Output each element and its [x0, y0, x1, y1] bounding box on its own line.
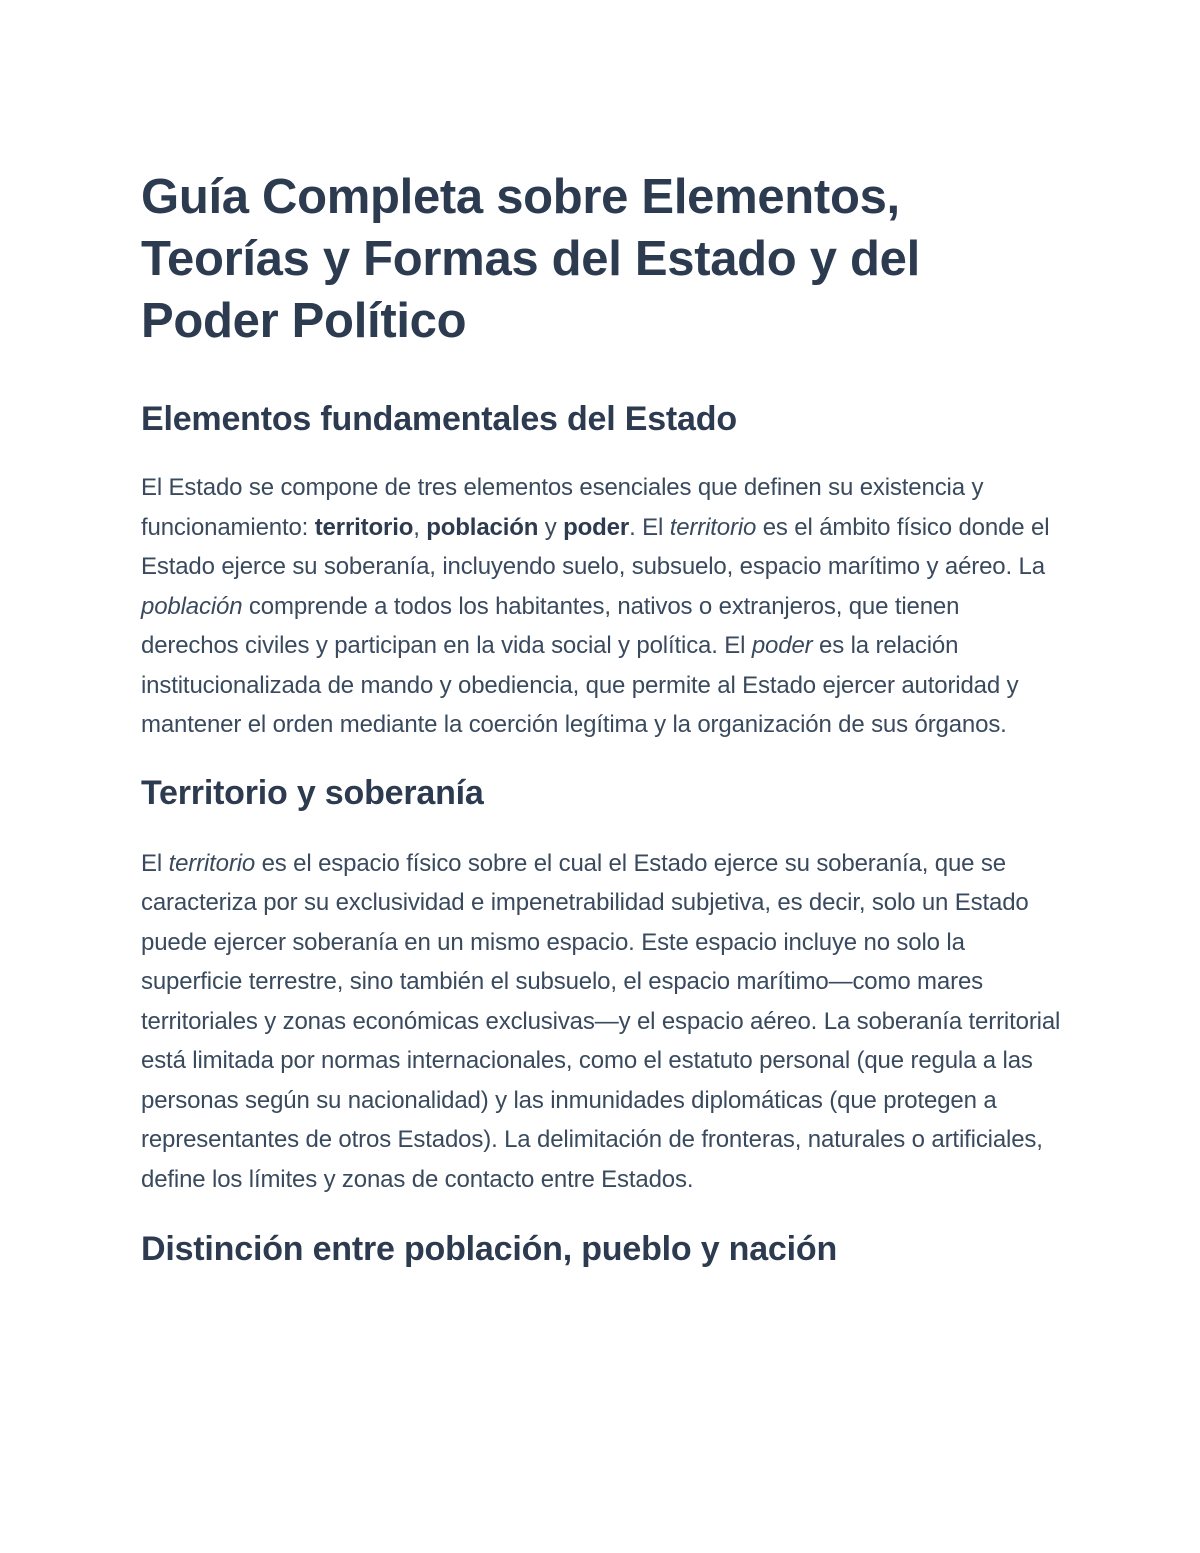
document-title: Guía Completa sobre Elementos, Teorías y Formas del Estado y del Poder Político — [141, 170, 920, 348]
emphasis-bold: población — [426, 513, 539, 541]
text-run: . El — [629, 513, 670, 541]
section-paragraph-territorio — [141, 844, 1061, 1200]
text-run: y — [538, 513, 564, 541]
emphasis-italic: territorio — [168, 849, 256, 877]
section-paragraph-elementos — [141, 468, 1061, 745]
emphasis-italic: población — [141, 592, 243, 620]
emphasis-bold: territorio — [314, 513, 414, 541]
section-heading-distincion: Distinción entre población, pueblo y nación — [141, 1230, 838, 1268]
text-run: El Estado se compone de tres elementos esenciales que definen su existencia y funcionamiento: — [141, 474, 984, 541]
text-run: comprende a todos los habitantes, nativos o extranjeros, que tienen derechos civiles y participan en la vida social y política. El — [141, 592, 960, 659]
text-run: es la relación institucionalizada de mando y obediencia, que permite al Estado ejercer autoridad y mantener el orden mediante la coerción legítima y la organización de sus órganos. — [141, 632, 1019, 738]
section-heading-territorio: Territorio y soberanía — [141, 773, 484, 812]
text-run: , — [413, 513, 427, 541]
emphasis-italic: poder — [751, 632, 813, 659]
section-heading-elementos: Elementos fundamentales del Estado — [141, 400, 737, 438]
emphasis-italic: territorio — [669, 513, 757, 541]
emphasis-bold: poder — [563, 513, 630, 541]
text-run: El — [141, 849, 169, 877]
text-run: es el espacio físico sobre el cual el Estado ejerce su soberanía, que se caracteriza por su exclusividad e impenetrabilidad subjetiva, es decir, solo un Estado puede ejercer soberanía en un mismo espacio. Este espacio incluye no solo la superficie terrestre, sino también el subsuelo, el espacio marítimo—como mares territoriales y zonas económicas exclusivas—y el espacio aéreo. La soberanía territorial está limitada por normas internacionales, como el estatuto personal (que regula a las personas según su nacionalidad) y las inmunidades diplomáticas (que protegen a representantes de otros Estados). La delimitación de fronteras, naturales o artificiales, define los límites y zonas de contacto entre Estados. — [141, 849, 1061, 1193]
document-page — [141, 166, 1061, 1271]
text-run: es el ámbito físico donde el Estado ejerce su soberanía, incluyendo suelo, subsuelo, espacio marítimo y aéreo. La — [141, 513, 1050, 580]
